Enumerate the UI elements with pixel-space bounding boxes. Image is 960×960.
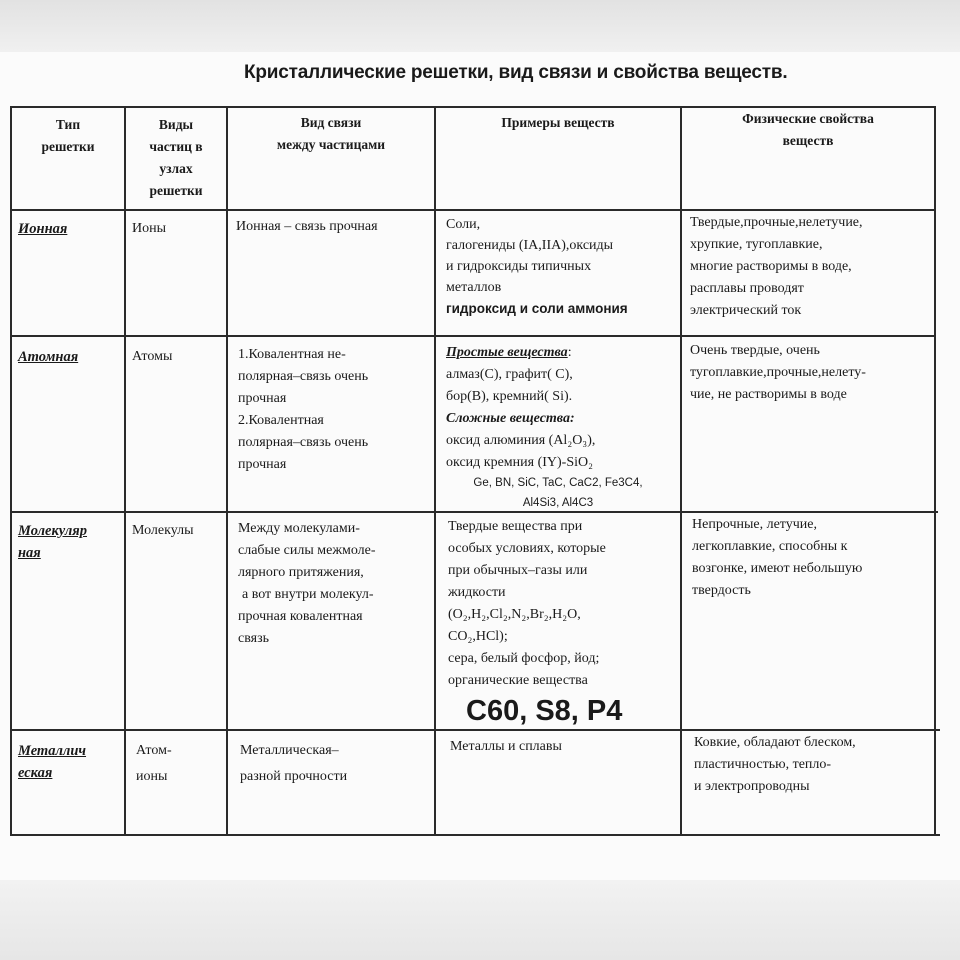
properties-metallic-line: и электропроводны: [694, 779, 810, 794]
type-metallic-line: Металлич: [18, 743, 87, 759]
type-metallic: [18, 740, 86, 784]
header-examples-line: Примеры веществ: [501, 115, 615, 130]
bond-ionic: Ионная – связь прочная: [236, 219, 378, 234]
header-particles-line: решетки: [149, 183, 203, 198]
photo-bottom-margin: [0, 880, 960, 960]
examples-molecular-line: CO₂,HCl);: [448, 629, 508, 644]
bond-atomic-line: прочная: [238, 457, 287, 472]
examples-molecular-line: (O₂,H₂,Cl₂,N₂,Br₂,H₂O,: [448, 607, 581, 622]
header-properties-line: веществ: [782, 133, 834, 148]
examples-molecular-line: органические вещества: [448, 673, 588, 688]
examples-ionic-line: Соли,: [446, 217, 481, 232]
properties-molecular-line: возгонке, имеют небольшую: [692, 561, 863, 576]
examples-molecular-line: Твердые вещества при: [448, 519, 583, 534]
properties-ionic-line: хрупкие, тугоплавкие,: [690, 237, 823, 252]
properties-atomic-line: Очень твердые, очень: [690, 343, 820, 358]
bond-atomic-line: 2.Ковалентная: [238, 413, 324, 428]
examples-atomic-line: алмаз(C), графит( С),: [446, 367, 573, 382]
col-divider-2: [226, 106, 228, 836]
header-particles-line: частиц в: [149, 139, 203, 154]
header-properties-line: Физические свойства: [742, 111, 874, 126]
simple-substances-heading: [446, 342, 595, 364]
properties-atomic: [690, 340, 866, 406]
examples-molecular-big: C60, S8, P4: [466, 695, 623, 727]
examples-molecular-line: сера, белый фосфор, йод;: [448, 651, 600, 666]
properties-molecular-line: твердость: [692, 583, 751, 598]
properties-molecular: [692, 514, 862, 602]
properties-ionic-line: электрический ток: [690, 303, 802, 318]
properties-ionic-line: многие растворимы в воде,: [690, 259, 852, 274]
particles-metallic-line: Атом-: [136, 743, 172, 758]
complex-substances-label: Сложные вещества:: [446, 411, 575, 426]
examples-molecular-line: особых условиях, которые: [448, 541, 606, 556]
header-bond: [228, 112, 434, 156]
col-divider-3: [434, 106, 436, 836]
page-title: Кристаллические решетки, вид связи и свойства веществ.: [244, 62, 788, 83]
col-divider-left: [10, 106, 12, 836]
photo-top-margin: [0, 0, 960, 52]
properties-ionic-line: расплавы проводят: [690, 281, 804, 296]
bond-molecular-line: лярного притяжения,: [238, 565, 364, 580]
type-molecular-line: Молекуляр: [18, 523, 88, 539]
examples-ionic-line: металлов: [446, 280, 502, 295]
header-particles: [126, 114, 226, 202]
examples-ionic-line: и гидроксиды типичных: [446, 259, 592, 274]
properties-molecular-line: легкоплавкие, способны к: [692, 539, 848, 554]
bond-atomic-line: полярная–связь очень: [238, 435, 369, 450]
type-ionic: Ионная: [18, 221, 68, 237]
particles-atomic: Атомы: [132, 349, 173, 364]
type-molecular: [18, 520, 87, 564]
header-bond-line: Вид связи: [300, 115, 362, 130]
examples-atomic-line: бор(B), кремний( Si).: [446, 389, 573, 404]
bond-atomic-line: прочная: [238, 391, 287, 406]
bond-molecular-line: слабые силы межмоле-: [238, 543, 376, 558]
bond-molecular-line: связь: [238, 631, 269, 646]
header-bond-line: между частицами: [276, 137, 386, 152]
bond-metallic-line: разной прочности: [240, 769, 348, 784]
properties-ionic: [690, 212, 863, 322]
properties-atomic-line: тугоплавкие,прочные,нелету-: [690, 365, 866, 380]
bond-molecular-line: Между молекулами-: [238, 521, 360, 536]
type-metallic-line: еская: [18, 765, 53, 781]
examples-atomic-extra: [448, 473, 668, 513]
examples-atomic-extra-line: Al4Si3, Al4C3: [522, 497, 594, 509]
examples-ionic-line: галогениды (IA,IIA),оксиды: [446, 238, 614, 253]
col-divider-right: [934, 106, 936, 836]
examples-atomic-line: оксид алюминия (Al₂O₃),: [446, 433, 596, 448]
examples-atomic-line: оксид кремния (IY)-SiO₂: [446, 455, 594, 470]
header-type-line: Тип: [55, 117, 81, 132]
examples-atomic: [446, 342, 595, 474]
properties-ionic-line: Твердые,прочные,нелетучие,: [690, 215, 863, 230]
properties-metallic: [694, 732, 856, 798]
particles-metallic: [136, 738, 172, 790]
header-properties: [682, 108, 934, 152]
properties-metallic-line: Ковкие, обладают блеском,: [694, 735, 856, 750]
header-particles-line: узлах: [159, 161, 193, 176]
header-examples: [436, 112, 680, 134]
header-type: [12, 114, 124, 158]
bond-atomic: [238, 344, 368, 476]
properties-metallic-line: пластичностью, тепло-: [694, 757, 832, 772]
row-divider-header: [10, 209, 936, 211]
bond-molecular-line: а вот внутри молекул-: [242, 587, 374, 602]
properties-molecular-line: Непрочные, летучие,: [692, 517, 817, 532]
examples-atomic-extra-line: Ge, BN, SiC, TaC, CaC2, Fe3C4,: [473, 477, 643, 489]
examples-molecular: [448, 516, 606, 692]
table-bottom-border: [10, 834, 940, 836]
row-divider-molecular: [10, 729, 940, 731]
bond-metallic-line: Металлическая–: [240, 743, 339, 758]
simple-substances-colon: :: [567, 345, 572, 360]
col-divider-4: [680, 106, 682, 836]
row-divider-ionic: [10, 335, 936, 337]
bond-metallic: [240, 738, 347, 790]
bond-molecular: [238, 518, 376, 650]
header-particles-line: Виды: [158, 117, 194, 132]
examples-molecular-line: при обычных–газы или: [448, 563, 588, 578]
examples-molecular-line: жидкости: [448, 585, 506, 600]
examples-ionic-extra: гидроксид и соли аммония: [446, 301, 628, 316]
bond-atomic-line: 1.Ковалентная не-: [238, 347, 346, 362]
type-atomic: Атомная: [18, 349, 79, 365]
type-molecular-line: ная: [18, 545, 41, 561]
bond-molecular-line: прочная ковалентная: [238, 609, 363, 624]
particles-metallic-line: ионы: [136, 769, 168, 784]
particles-molecular: Молекулы: [132, 523, 194, 538]
bond-atomic-line: полярная–связь очень: [238, 369, 369, 384]
examples-ionic: [446, 214, 628, 319]
header-type-line: решетки: [41, 139, 95, 154]
examples-metallic: Металлы и сплавы: [450, 739, 562, 754]
simple-substances-label: Простые вещества: [446, 345, 568, 360]
properties-atomic-line: чие, не растворимы в воде: [690, 387, 847, 402]
particles-ionic: Ионы: [132, 221, 167, 236]
col-divider-1: [124, 106, 126, 836]
